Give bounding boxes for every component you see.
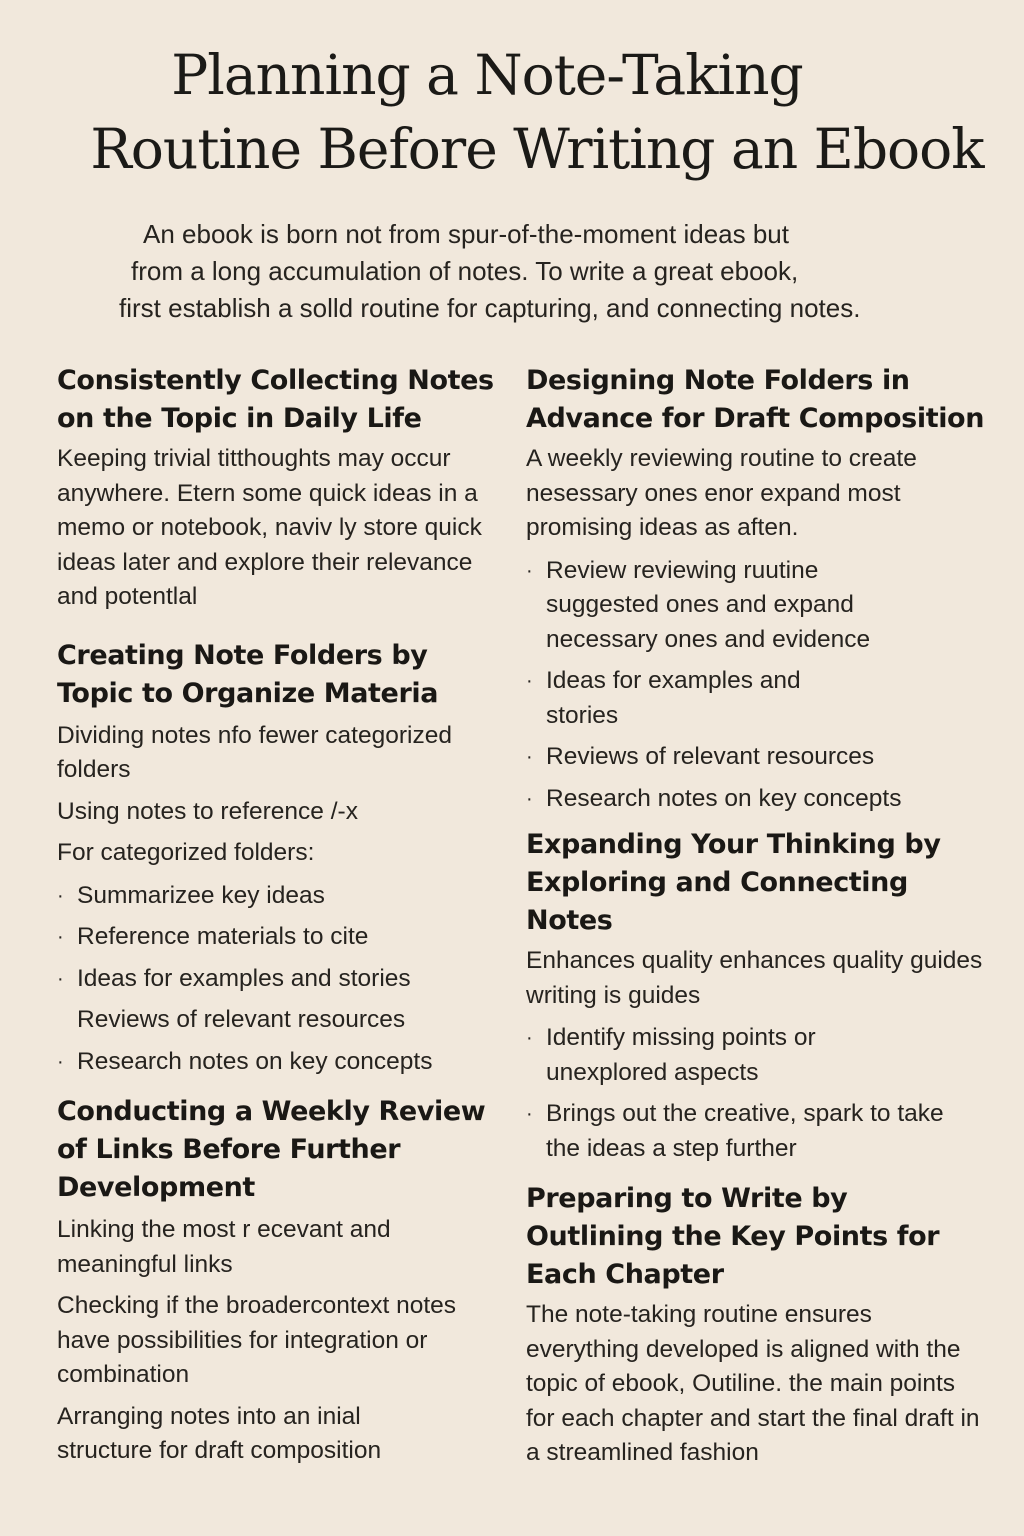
list-item xyxy=(57,1003,507,1038)
section-outlining xyxy=(526,1180,986,1471)
bullet-list xyxy=(526,1021,986,1166)
list-item-text: Review reviewing ruutine suggested ones and expand necessary ones and evidence xyxy=(546,556,871,653)
section-heading: Conducting a Weekly Review of Links Before Further Development xyxy=(57,1096,486,1203)
page-title xyxy=(0,38,1024,186)
section-heading: Creating Note Folders by Topic to Organize Materia xyxy=(57,639,439,709)
list-item xyxy=(526,782,986,817)
list-item xyxy=(526,1021,906,1090)
bullet-icon: · xyxy=(526,746,533,768)
section-paragraph: Linking the most r ecevant and meaningful links xyxy=(57,1216,391,1278)
list-item-text: Summarizee key ideas xyxy=(77,881,325,909)
intro-paragraph xyxy=(0,216,1024,327)
list-item-text: Brings out the creative, spark to take the ideas a step further xyxy=(546,1100,944,1162)
section-paragraph: Arranging notes into an inial structure for draft composition xyxy=(57,1402,382,1464)
list-item xyxy=(57,962,507,997)
section-body: A weekly reviewing routine to create nesessary ones enor expand most promising ideas as aften. xyxy=(526,445,917,541)
list-item-text: Reference materials to cite xyxy=(77,923,369,950)
section-paragraph: Checking if the broadercontext notes have possibilities for integration or combination xyxy=(57,1292,457,1388)
list-item-text: Reviews of relevant resources xyxy=(546,743,875,770)
list-item-text: Research notes on key concepts xyxy=(77,1047,433,1075)
section-collecting-notes xyxy=(57,362,507,615)
bullet-icon: · xyxy=(57,884,64,907)
list-item xyxy=(526,1097,966,1166)
list-item xyxy=(57,920,507,955)
list-item xyxy=(57,1045,507,1080)
list-item xyxy=(57,879,507,914)
intro-line-2: from a long accumulation of notes. To write a great ebook, xyxy=(131,256,799,286)
intro-line-1: An ebook is born not from spur-of-the-moment ideas but xyxy=(143,219,789,249)
bullet-list xyxy=(526,554,986,817)
section-heading: Expanding Your Thinking by Exploring and Connecting Notes xyxy=(526,829,941,936)
section-heading: Preparing to Write by Outlining the Key Points for Each Chapter xyxy=(526,1183,940,1290)
list-item xyxy=(526,740,986,775)
list-item-text: Research notes on key concepts xyxy=(546,784,902,812)
section-paragraph: Using notes to reference /-x xyxy=(57,797,358,825)
list-item xyxy=(526,554,936,658)
page-title-line-1: Planning a Note-Taking xyxy=(171,43,803,107)
section-paragraph: For categorized folders: xyxy=(57,839,315,866)
section-heading: Designing Note Folders in Advance for Draft Composition xyxy=(526,365,985,434)
section-body: Keeping trivial titthoughts may occur anywhere. Etern some quick ideas in a memo or notebook, naviv ly store quick ideas later and explore their relevance and potentlal xyxy=(57,445,482,610)
list-item-text: Reviews of relevant resources xyxy=(77,1006,406,1033)
right-column xyxy=(526,362,986,1471)
section-weekly-review xyxy=(57,1093,507,1469)
list-item-text: Ideas for examples and stories xyxy=(546,667,801,729)
bullet-icon: · xyxy=(526,670,533,692)
bullet-icon: · xyxy=(526,1027,533,1049)
bullet-icon: · xyxy=(526,1103,533,1125)
bullet-list xyxy=(57,879,507,1080)
bullet-icon: · xyxy=(526,787,533,810)
left-column xyxy=(57,362,507,1469)
section-note-folders-by-topic xyxy=(57,637,507,1080)
intro-line-3: first establish a solld routine for capturing, and connecting notes. xyxy=(119,293,861,323)
bullet-icon: · xyxy=(57,1050,64,1073)
bullet-icon: · xyxy=(57,926,64,948)
page-title-line-2: Routine Before Writing an Ebook xyxy=(90,117,984,181)
list-item xyxy=(526,664,866,733)
section-designing-folders xyxy=(526,362,986,816)
section-paragraph: Dividing notes nfo fewer categorized folders xyxy=(57,721,452,783)
list-item-text: Ideas for examples and stories xyxy=(77,964,411,992)
section-expanding-thinking xyxy=(526,826,986,1166)
bullet-icon: · xyxy=(526,559,533,582)
list-item-text: Identify missing points or unexplored aspects xyxy=(546,1024,816,1086)
section-body: Enhances quality enhances quality guides writing is guides xyxy=(526,947,983,1009)
bullet-icon: · xyxy=(57,967,64,990)
section-body: The note-taking routine ensures everything developed is aligned with the topic of ebook, Outiline. the main points for each chapter and start the final draft in a streamlined fashion xyxy=(526,1301,980,1466)
section-heading: Consistently Collecting Notes on the Topic in Daily Life xyxy=(57,365,494,434)
